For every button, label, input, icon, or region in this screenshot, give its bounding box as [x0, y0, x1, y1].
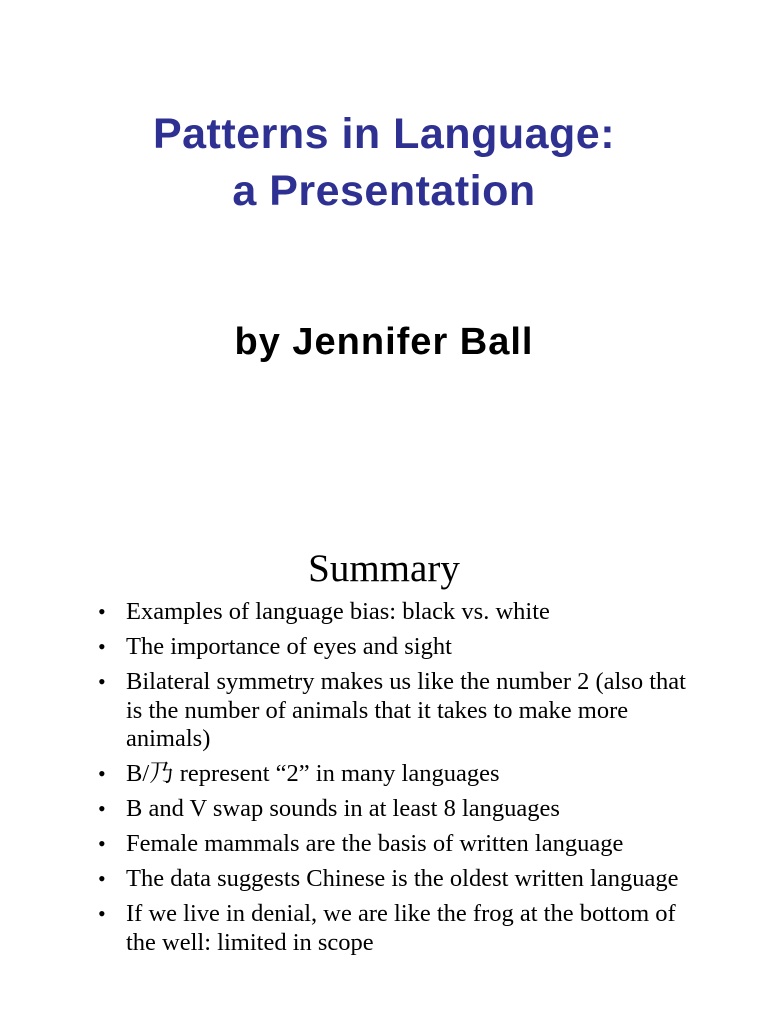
bullet-icon: •	[98, 831, 106, 856]
bullet-icon: •	[98, 761, 106, 786]
list-item	[98, 795, 698, 824]
list-item-text: The data suggests Chinese is the oldest written language	[126, 865, 679, 892]
list-item	[98, 865, 698, 894]
title-line-1: Patterns in Language:	[152, 110, 616, 158]
summary-list	[98, 598, 698, 964]
list-item	[98, 830, 698, 859]
bullet-icon: •	[98, 599, 106, 624]
list-item-text: Female mammals are the basis of written language	[126, 830, 624, 857]
title-line-2: a Presentation	[232, 167, 536, 215]
list-item	[98, 668, 698, 754]
bullet-icon: •	[98, 634, 106, 659]
list-item	[98, 598, 698, 627]
list-item	[98, 633, 698, 662]
list-item-text: The importance of eyes and sight	[126, 633, 452, 660]
list-item-text: B and V swap sounds in at least 8 languages	[126, 795, 560, 822]
author-byline: by Jennifer Ball	[234, 321, 534, 363]
list-item	[98, 900, 698, 957]
bullet-icon: •	[98, 796, 106, 821]
summary-heading: Summary	[308, 547, 460, 590]
list-item-text: B/乃 represent “2” in many languages	[126, 760, 500, 787]
list-item-text: If we live in denial, we are like the frog at the bottom of the well: limited in scope	[126, 900, 676, 956]
list-item-text: Examples of language bias: black vs. white	[126, 598, 550, 625]
presentation-title	[0, 106, 768, 220]
list-item-text: Bilateral symmetry makes us like the number 2 (also that is the number of animals that it takes to make more animals)	[126, 668, 686, 752]
bullet-icon: •	[98, 866, 106, 891]
bullet-icon: •	[98, 669, 106, 694]
bullet-icon: •	[98, 901, 106, 926]
list-item	[98, 760, 698, 789]
